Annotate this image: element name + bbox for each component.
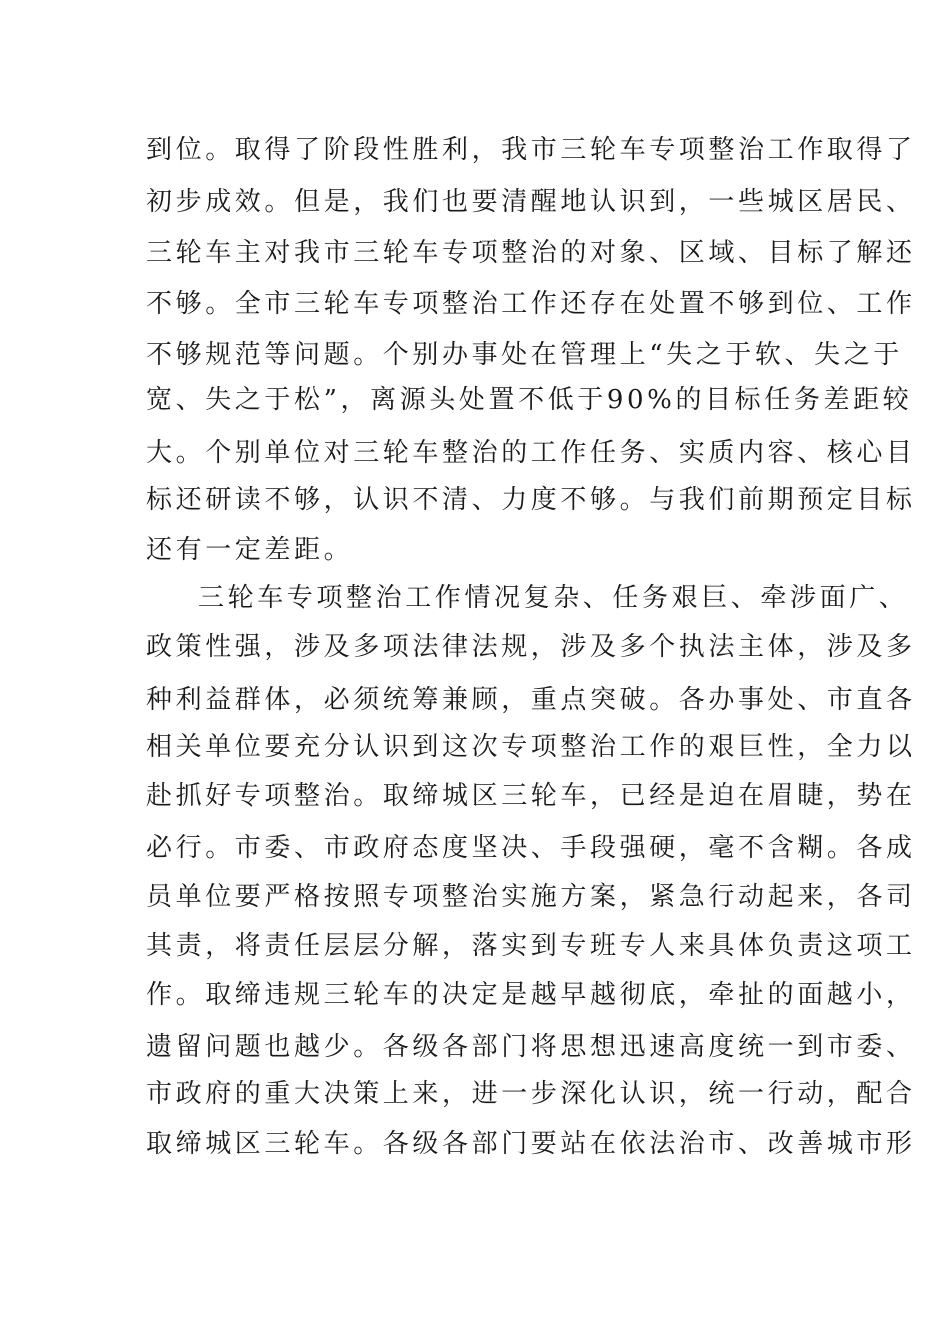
text-line: 不够规范等问题。个别办事处在管理上“失之于软、失之于 [146,340,903,370]
text-line: 三轮车主对我市三轮车专项整治的对象、区域、目标了解还 [146,238,916,268]
text-line: 员单位要严格按照专项整治实施方案，紧急行动起来，各司 [146,882,916,912]
text-line: 作。取缔违规三轮车的决定是越早越彻底，牵扯的面越小， [146,980,916,1010]
text-line: 其责，将责任层层分解，落实到专班专人来具体负责这项工 [146,931,916,961]
text-line: 到位。取得了阶段性胜利，我市三轮车专项整治工作取得了 [146,135,916,165]
text-line: 初步成效。但是，我们也要清醒地认识到，一些城区居民、 [146,187,916,217]
text-line: 标还研读不够，认识不清、力度不够。与我们前期预定目标 [146,485,916,515]
text-line: 取缔城区三轮车。各级各部门要站在依法治市、改善城市形 [146,1129,916,1159]
text-line: 宽、失之于松”，离源头处置不低于90%的目标任务差距较 [146,385,913,415]
text-line: 必行。市委、市政府态度坚决、手段强硬，毫不含糊。各成 [146,833,916,863]
text-line: 种利益群体，必须统筹兼顾，重点突破。各办事处、市直各 [146,685,916,715]
text-line: 三轮车专项整治工作情况复杂、任务艰巨、牵涉面广、 [198,583,909,613]
text-line: 不够。全市三轮车专项整治工作还存在处置不够到位、工作 [146,289,916,319]
text-line: 遗留问题也越少。各级各部门将思想迅速高度统一到市委、 [146,1032,916,1062]
text-line: 相关单位要充分认识到这次专项整治工作的艰巨性，全力以 [146,732,916,762]
text-line: 市政府的重大决策上来，进一步深化认识，统一行动，配合 [146,1079,916,1109]
text-line: 政策性强，涉及多项法律法规，涉及多个执法主体，涉及多 [146,632,916,662]
text-line: 大。个别单位对三轮车整治的工作任务、实质内容、核心目 [146,438,916,468]
text-line: 赴抓好专项整治。取缔城区三轮车，已经是迫在眉睫，势在 [146,781,916,811]
text-line: 还有一定差距。 [146,535,354,565]
